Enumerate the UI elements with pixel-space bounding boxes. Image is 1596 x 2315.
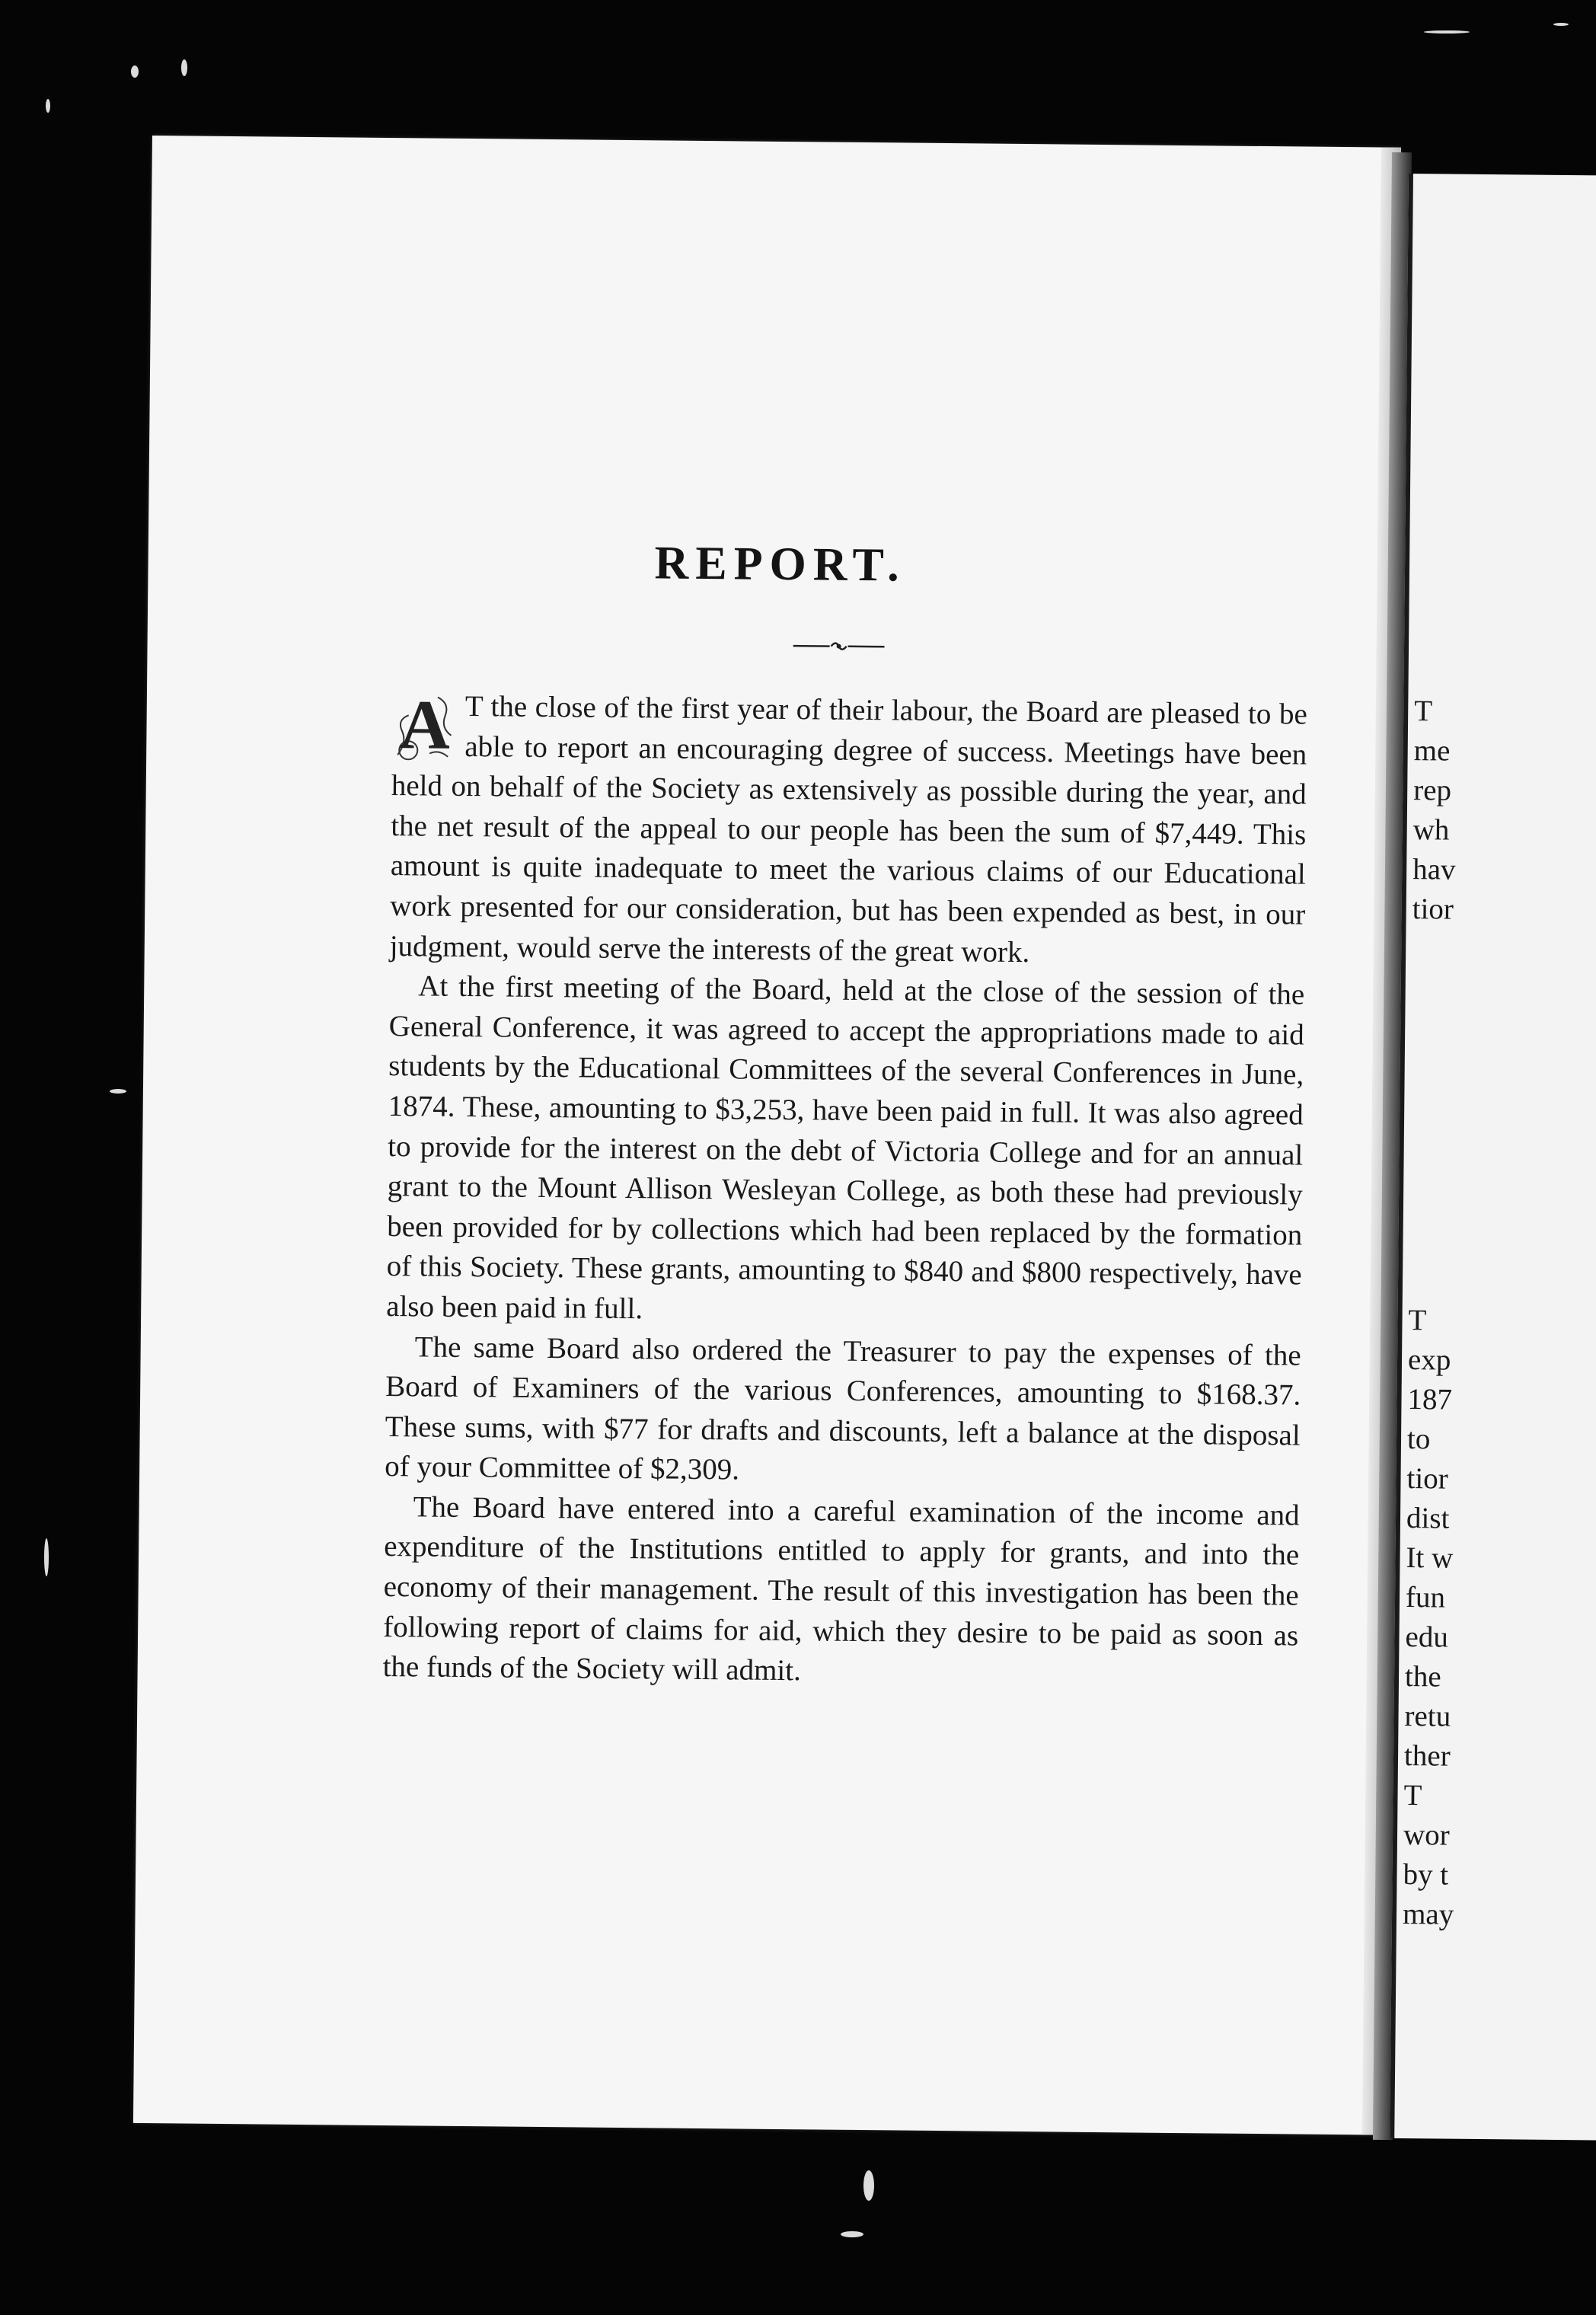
facing-fragment: retu <box>1404 1700 1451 1733</box>
facing-fragment: T <box>1414 694 1433 728</box>
facing-fragment: tior <box>1406 1462 1448 1496</box>
paragraph-3: The same Board also ordered the Treasurer to pay the expenses of the Board of Examiners of the various Conferences, amounting to $168.37. These sums, with $77 for drafts and discounts, left a balance at the disposal of your Committee of $2,309. <box>385 1330 1301 1486</box>
facing-fragment: exp <box>1407 1343 1451 1377</box>
left-page <box>133 136 1401 2135</box>
speck <box>110 1089 126 1094</box>
facing-fragment: me <box>1413 734 1451 768</box>
speck <box>131 65 139 78</box>
facing-fragment: tior <box>1412 892 1454 926</box>
speck <box>46 99 50 113</box>
facing-fragment: dist <box>1406 1502 1450 1535</box>
facing-fragment: to <box>1406 1423 1431 1456</box>
speck <box>1424 30 1470 34</box>
speck <box>44 1538 49 1576</box>
facing-fragment: edu <box>1405 1620 1449 1654</box>
paragraph-1: A T the close of the first year of their labour, the Board are pleased to be able to report an encouraging degree of success. Meetings have been held on behalf of the Society as extensively as possible during the year, and the net result of the appeal to our people has been the sum of $7,449. This amount is quite inadequate to meet the various claims of our Educational work presented for our consideration, but has been expended as best, in our judgment, would serve the interests of the great work. <box>389 685 1307 969</box>
facing-fragment: rep <box>1413 774 1452 807</box>
speck <box>181 59 187 76</box>
facing-page-bottom-column <box>1403 1301 1477 1935</box>
facing-fragment: by t <box>1403 1858 1449 1892</box>
speck <box>863 2170 874 2201</box>
title-ornament <box>793 637 884 656</box>
speck <box>841 2231 863 2237</box>
facing-fragment: T <box>1403 1779 1422 1812</box>
facing-page-top-column <box>1412 691 1483 930</box>
page-title: REPORT. <box>654 537 906 592</box>
facing-fragment: 187 <box>1407 1383 1453 1416</box>
facing-fragment: may <box>1402 1898 1454 1931</box>
facing-fragment: the <box>1404 1660 1441 1694</box>
facing-fragment: ther <box>1403 1739 1451 1773</box>
facing-fragment: T <box>1408 1304 1427 1337</box>
facing-fragment: wor <box>1403 1818 1450 1852</box>
facing-fragment: It w <box>1406 1541 1454 1575</box>
facing-fragment: fun <box>1405 1581 1446 1614</box>
facing-fragment: hav <box>1412 853 1456 886</box>
report-body <box>382 686 1307 1696</box>
facing-page <box>1390 174 1596 2141</box>
paragraph-2: At the first meeting of the Board, held at the close of the session of the General Conference, it was agreed to accept the appropriations made to aid students by the Educational Committees of the several Conferences in June, 1874. These, amounting to $3,253, have been paid in full. It was also agreed to provide for the interest on the debt of Victoria College and for an annual grant to the Mount Allison Wesleyan College, as both these had previously been provided for by collections which had been replaced by the formation of this Society. These grants, amounting to $840 and $800 respectively, have also been paid in full. <box>386 969 1305 1326</box>
drop-cap: A <box>391 689 456 766</box>
facing-fragment: wh <box>1412 813 1450 847</box>
paragraph-4: The Board have entered into a careful examination of the income and expenditure of the Institutions entitled to apply for grants, and into the economy of their management. The result of this investigation has been the following report of claims for aid, which they desire to be paid as soon as the funds of the Society will admit. <box>382 1490 1300 1688</box>
speck <box>1553 23 1569 26</box>
